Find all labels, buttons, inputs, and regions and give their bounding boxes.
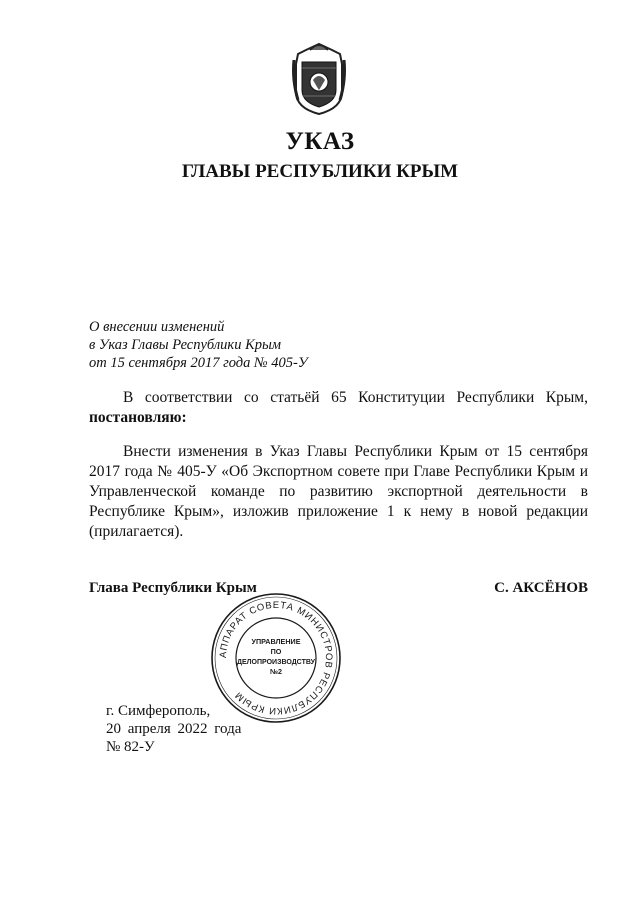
document-subtitle: ГЛАВЫ РЕСПУБЛИКИ КРЫМ xyxy=(181,161,459,182)
preamble-text: В соответствии со статьёй 65 Конституции Республики Крым, xyxy=(123,389,588,406)
decree-number: № 82-У xyxy=(106,739,155,755)
subject-line-3: от 15 сентября 2017 года № 405-У xyxy=(89,355,308,371)
decree-keyword: постановляю: xyxy=(89,409,187,426)
stamp-line-2: ПО xyxy=(270,647,282,656)
preamble-paragraph xyxy=(89,388,588,428)
stamp-line-4: №2 xyxy=(269,667,283,676)
document-title: УКАЗ xyxy=(285,128,355,155)
signatory-name: С. АКСЁНОВ xyxy=(494,580,588,596)
stamp-line-3: ДЕЛОПРОИЗВОДСТВУ xyxy=(236,659,316,666)
subject-line-1: О внесении изменений xyxy=(89,319,225,335)
issue-date: 20 апреля 2022 года xyxy=(106,721,242,737)
issue-city: г. Симферополь, xyxy=(106,703,211,719)
decree-body-paragraph: Внести изменения в Указ Главы Республики Крым от 15 сентября 2017 года № 405-У «Об Экспортном совете при Главе Республики Крым и Управленческой команде по развитию экспортной деятельности в Республике Крым», изложив приложение 1 к нему в новой редакции (прилагается). xyxy=(89,443,588,540)
official-stamp xyxy=(209,591,343,725)
stamp-line-1: УПРАВЛЕНИЕ xyxy=(251,637,301,646)
stamp-ring-text: АППАРАТ СОВЕТА МИНИСТРОВ РЕСПУБЛИКИ КРЫМ xyxy=(217,599,335,717)
subject-line-2: в Указ Главы Республики Крым xyxy=(89,337,282,353)
signatory-title: Глава Республики Крым xyxy=(89,580,257,596)
coat-of-arms-emblem xyxy=(288,40,350,116)
